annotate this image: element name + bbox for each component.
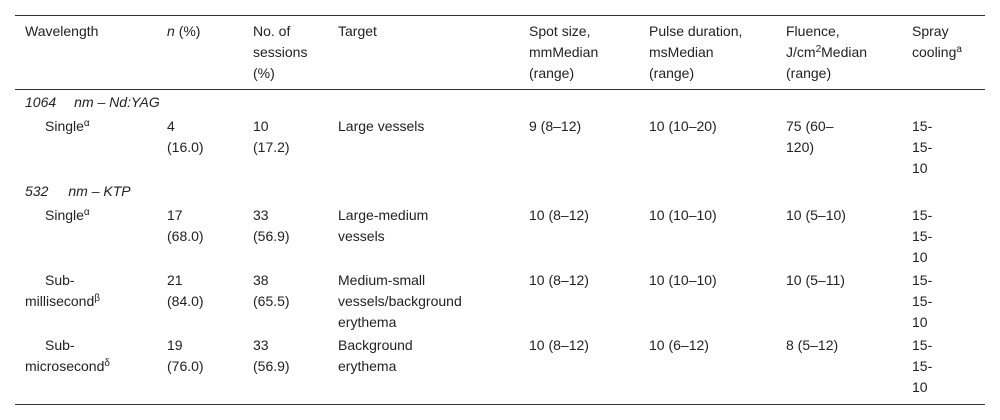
row-target-line: Large vessels (338, 118, 425, 134)
row-fluence-line: 8 (5–12) (786, 337, 839, 353)
row-spot: 10 (8–12) (529, 337, 589, 353)
row-spray (912, 116, 932, 179)
row-spray-line: 10 (912, 314, 928, 330)
row-fluence (786, 205, 846, 226)
row-n-pct: (84.0) (167, 293, 204, 309)
row-pulse: 10 (10–10) (649, 272, 717, 288)
row-n (167, 270, 204, 312)
row-sessions (253, 270, 290, 312)
header-pulse-line: msMedian (649, 44, 714, 60)
table-top-rule (15, 15, 985, 16)
row-sessions (253, 335, 290, 377)
row-n-count: 4 (167, 118, 175, 134)
row-spray-line: 15- (912, 139, 933, 155)
row-n (167, 335, 204, 377)
row-n-count: 21 (167, 272, 183, 288)
group-heading-ndyag (25, 92, 160, 113)
row-mode-text: Single (45, 207, 84, 223)
header-spray-line (912, 42, 962, 63)
header-n-pct (167, 21, 200, 42)
row-target-line: Medium-small (338, 272, 426, 288)
row-fluence-line: 10 (5–11) (786, 272, 845, 288)
group-label: nm – Nd:YAG (74, 94, 160, 110)
header-fluence-line: (range) (786, 65, 832, 81)
row-target-line: vessels (338, 228, 385, 244)
header-spray-cooling (912, 21, 962, 63)
row-pulse: 10 (6–12) (649, 337, 709, 353)
row-n-pct: (68.0) (167, 228, 204, 244)
row-sessions-count: 33 (253, 207, 269, 223)
row-mode-text: Sub- (45, 272, 75, 288)
row-mode-text: Sub- (45, 337, 75, 353)
row-spray-line: 10 (912, 160, 928, 176)
row-target-line: Large-medium (338, 207, 429, 223)
row-sessions-count: 10 (253, 118, 269, 134)
row-fluence-line: 75 (60– (786, 118, 834, 134)
header-pulse-duration (649, 21, 742, 84)
row-n-pct: (76.0) (167, 358, 204, 374)
header-spot-line: Spot size, (529, 23, 591, 39)
row-sessions (253, 116, 290, 158)
header-target: Target (338, 23, 377, 39)
row-target-line: vessels/background (338, 293, 462, 309)
row-mode-text: microsecond (25, 358, 105, 374)
row-pulse: 10 (10–10) (649, 207, 717, 223)
row-spray-line: 10 (912, 379, 928, 395)
header-sessions-line: No. of (253, 23, 291, 39)
row-pulse: 10 (10–20) (649, 118, 717, 134)
row-mode-text: Single (45, 118, 84, 134)
row-fluence-line: 10 (5–10) (786, 207, 846, 223)
row-spray-line: 15- (912, 118, 933, 134)
row-sessions-pct: (56.9) (253, 228, 290, 244)
header-fluence-line (786, 42, 867, 63)
group-heading-ktp (25, 181, 131, 202)
header-fluence-line: Fluence, (786, 23, 840, 39)
row-spray-line: 15- (912, 228, 933, 244)
row-n-count: 19 (167, 337, 183, 353)
header-pulse-line: Pulse duration, (649, 23, 743, 39)
row-n (167, 116, 204, 158)
header-fluence-sup: 2 (815, 44, 822, 55)
header-sessions (253, 21, 307, 84)
header-fluence-unit: J/cm (786, 44, 816, 60)
header-spot-line: (range) (529, 65, 575, 81)
row-spray (912, 270, 932, 333)
header-sessions-line: sessions (253, 44, 308, 60)
group-nm: 532 (25, 183, 49, 199)
row-target (338, 116, 424, 137)
row-mode (25, 270, 101, 312)
row-target-line: erythema (338, 358, 397, 374)
row-target (338, 335, 413, 377)
row-mode-sup: α (83, 118, 90, 129)
header-spot-size (529, 21, 598, 84)
header-bottom-rule (15, 89, 985, 90)
row-spray-line: 15- (912, 358, 933, 374)
group-nm: 1064 (25, 94, 57, 110)
row-sessions-count: 38 (253, 272, 269, 288)
row-fluence (786, 335, 838, 356)
row-target (338, 205, 428, 247)
row-mode-text: millisecond (25, 293, 95, 309)
row-spray (912, 205, 932, 268)
row-mode (25, 335, 110, 377)
header-n-pct-label: (%) (178, 23, 201, 39)
row-n-count: 17 (167, 207, 183, 223)
row-mode-sup: β (94, 293, 101, 304)
row-spot: 10 (8–12) (529, 207, 589, 223)
row-mode-sup: δ (104, 358, 110, 369)
row-fluence (786, 116, 833, 158)
row-n-pct: (16.0) (167, 139, 204, 155)
row-spot: 9 (8–12) (529, 118, 582, 134)
row-sessions-pct: (65.5) (253, 293, 290, 309)
row-spray-line: 15- (912, 293, 933, 309)
row-target-line: Background (338, 337, 413, 353)
table-bottom-rule (15, 404, 985, 405)
row-sessions-pct: (17.2) (253, 139, 290, 155)
row-sessions-count: 33 (253, 337, 269, 353)
row-spray-line: 15- (912, 337, 933, 353)
row-sessions-pct: (56.9) (253, 358, 290, 374)
row-target (338, 270, 462, 333)
row-mode-sup: α (83, 207, 90, 218)
row-fluence-line: 120) (786, 139, 815, 155)
row-mode (45, 116, 90, 137)
header-spray-label: cooling (912, 44, 957, 60)
header-fluence (786, 21, 867, 84)
row-fluence (786, 270, 845, 291)
row-spray-line: 10 (912, 249, 928, 265)
header-wavelength: Wavelength (25, 23, 99, 39)
row-spray (912, 335, 932, 398)
row-sessions (253, 205, 290, 247)
header-sessions-line: (%) (253, 65, 275, 81)
row-n (167, 205, 204, 247)
row-spray-line: 15- (912, 272, 933, 288)
row-spot: 10 (8–12) (529, 272, 589, 288)
group-label: nm – KTP (68, 183, 131, 199)
row-mode (45, 205, 90, 226)
header-spot-line: mmMedian (529, 44, 599, 60)
header-spray-sup: a (956, 44, 962, 55)
header-fluence-median: Median (821, 44, 868, 60)
row-target-line: erythema (338, 314, 397, 330)
header-spray-line: Spray (912, 23, 949, 39)
header-pulse-line: (range) (649, 65, 695, 81)
header-n-var: n (167, 23, 175, 39)
row-spray-line: 15- (912, 207, 933, 223)
